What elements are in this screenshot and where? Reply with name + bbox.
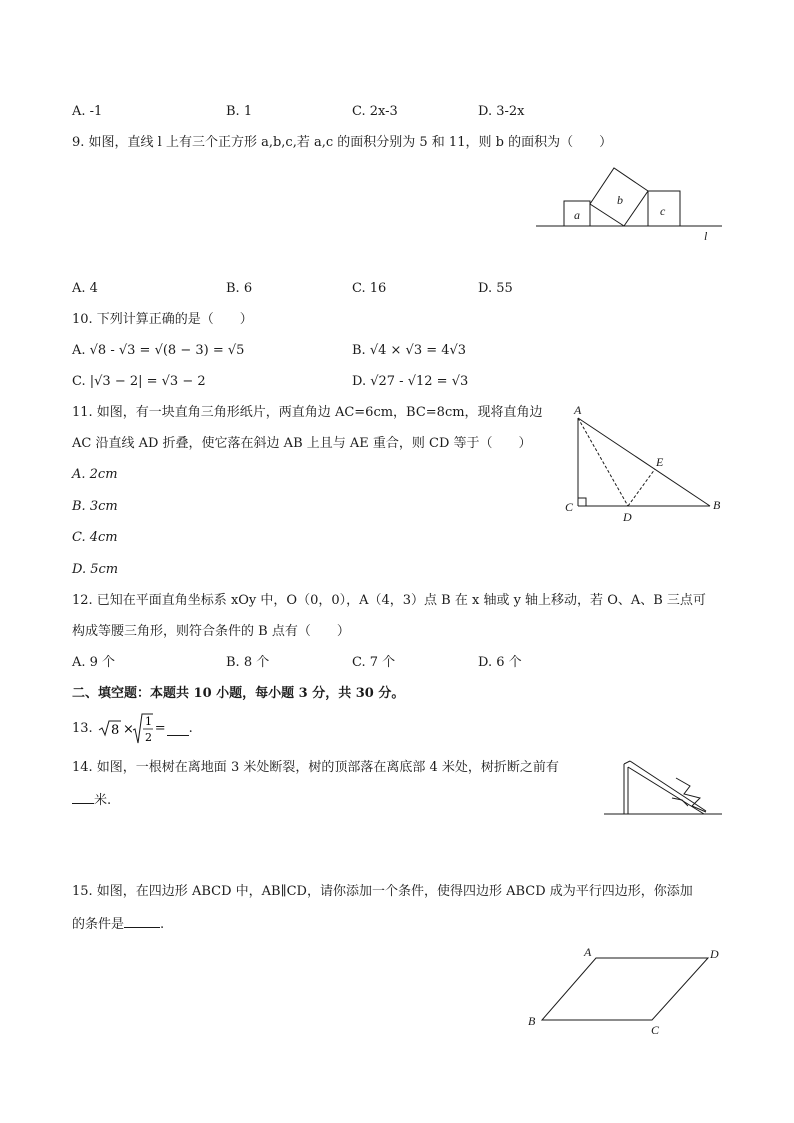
q13-den: 2 [144, 731, 152, 744]
q9-figure [534, 164, 724, 250]
q15-suffix: . [160, 917, 165, 932]
q10-option-b: B. √4 × √3 = 4√3 [352, 343, 467, 358]
q11-figure [560, 398, 730, 526]
q12-stem-line2: 构成等腰三角形，则符合条件的 B 点有（ ） [72, 624, 350, 639]
q11-label-d: D [623, 510, 632, 524]
q12-option-a: A. 9 个 [72, 655, 116, 670]
q14-suffix: 米. [94, 793, 112, 808]
q9-label-a: a [574, 208, 580, 222]
q10-option-c: C. |√3 − 2| = √3 − 2 [72, 374, 206, 389]
q11-label-b: B [713, 498, 721, 512]
q9-option-b: B. 6 [226, 281, 253, 296]
q14-stem-line1: 14. 如图，一根树在离地面 3 米处断裂，树的顶部落在离底部 4 米处，树折断之前有 [72, 760, 559, 775]
q11-stem-line2: AC 沿直线 AD 折叠，使它落在斜边 AB 上且与 AE 重合，则 CD 等于（ ） [72, 436, 532, 451]
q15-label-c: C [651, 1023, 660, 1036]
svg-text:8: 8 [110, 723, 119, 738]
q9-label-c: c [660, 204, 666, 218]
q11-option-a: A. 2cm [72, 467, 118, 482]
section-2-heading: 二、填空题：本题共 10 小题，每小题 3 分，共 30 分。 [72, 686, 405, 701]
q15-label-d: D [710, 947, 719, 961]
q11-label-c: C [565, 500, 574, 514]
q15-stem-line2 [72, 914, 164, 934]
q15-prefix: 的条件是 [72, 917, 125, 932]
q8-option-c: C. 2x-3 [352, 104, 398, 119]
q11-option-d: D. 5cm [72, 562, 119, 577]
svg-text:×: × [122, 722, 134, 737]
q12-stem-line1: 12. 已知在平面直角坐标系 xOy 中，O（0，0），A（4，3）点 B 在 x 轴或 y 轴上移动，若 O、A、B 三点可 [72, 593, 706, 608]
q12-option-d: D. 6 个 [478, 655, 522, 670]
q9-stem: 9. 如图，直线 l 上有三个正方形 a,b,c,若 a,c 的面积分别为 5 和 11，则 b 的面积为（ ） [72, 135, 613, 150]
q8-option-b: B. 1 [226, 104, 253, 119]
q11-option-b: B. 3cm [72, 499, 118, 514]
q13-num: 1 [144, 715, 152, 728]
q9-label-line: l [704, 229, 708, 243]
q8-option-a: A. -1 [72, 104, 103, 119]
q12-option-c: C. 7 个 [352, 655, 396, 670]
q9-option-d: D. 55 [478, 281, 513, 296]
q10-stem: 10. 下列计算正确的是（ ） [72, 312, 253, 327]
q14-stem-line2 [72, 790, 111, 810]
q10-option-d: D. √27 - √12 = √3 [352, 374, 469, 389]
q13-answer-blank[interactable] [167, 722, 189, 736]
q15-answer-blank[interactable] [124, 914, 160, 928]
q11-option-c: C. 4cm [72, 530, 118, 545]
q9-label-b: b [617, 193, 623, 207]
q14-answer-blank[interactable] [72, 790, 94, 804]
q12-option-b: B. 8 个 [226, 655, 270, 670]
q11-label-e: E [656, 455, 664, 469]
q10-option-a: A. √8 - √3 = √(8 − 3) = √5 [72, 343, 245, 358]
q8-option-d: D. 3-2x [478, 104, 525, 119]
q13-expression [97, 712, 155, 746]
q9-option-a: A. 4 [72, 281, 98, 296]
q14-figure [602, 756, 728, 822]
q13: 13. 8 × 1 2 = . [72, 712, 193, 746]
q15-label-b: B [528, 1014, 536, 1028]
q11-label-a: A [574, 403, 582, 417]
q9-option-c: C. 16 [352, 281, 387, 296]
q15-stem-line1: 15. 如图，在四边形 ABCD 中，AB∥CD，请你添加一个条件，使得四边形 ABCD 成为平行四边形，你添加 [72, 884, 693, 899]
q15-label-a: A [584, 945, 592, 959]
q11-stem-line1: 11. 如图，有一块直角三角形纸片，两直角边 AC=6cm，BC=8cm，现将直角边 [72, 405, 543, 420]
q13-prefix: 13. [72, 721, 93, 736]
q15-figure [522, 940, 728, 1036]
